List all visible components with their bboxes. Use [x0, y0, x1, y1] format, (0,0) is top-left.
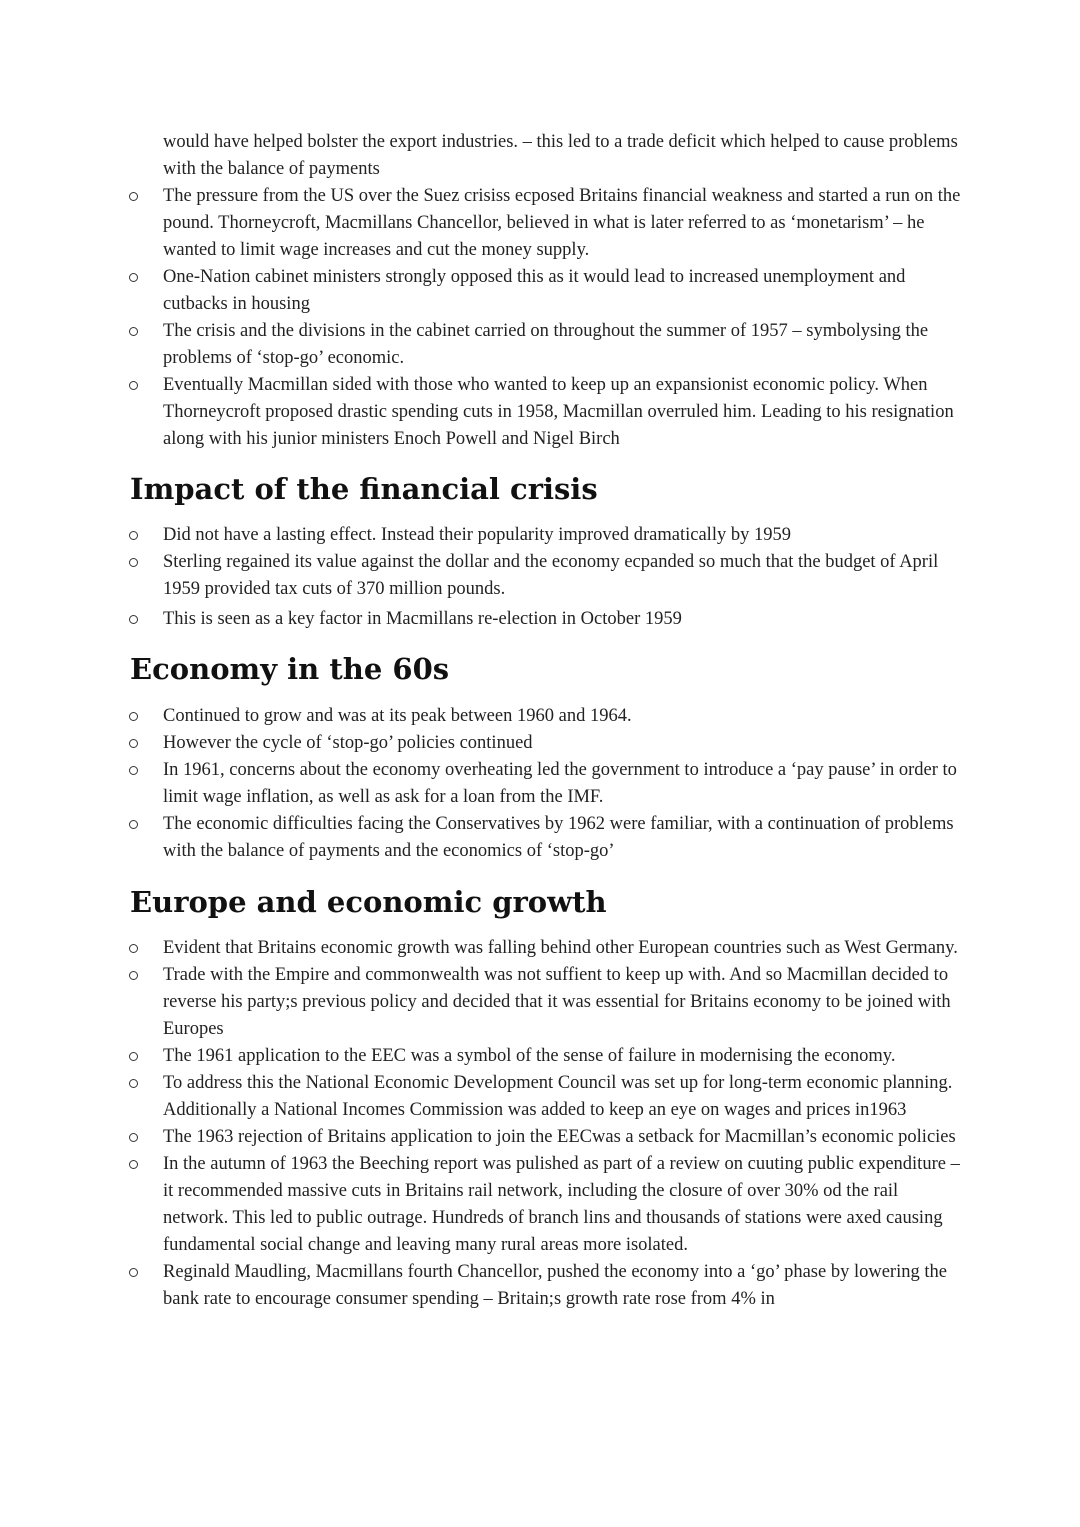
list-item: [163, 730, 963, 757]
list-item-text: The economic difficulties facing the Conservatives by 1962 were familiar, with a continuation of problems with the balance of payments and the economics of ‘stop-go’: [163, 814, 954, 861]
list-item-text: Did not have a lasting effect. Instead their popularity improved dramatically by 1959: [163, 525, 791, 545]
list-item: [163, 757, 963, 811]
list-item-text: The pressure from the US over the Suez crisiss ecposed Britains financial weakness and started a run on the pound. Thorneycroft, Macmillans Chancellor, believed in what is later referred to as ‘monetarism’ – he wanted to limit wage increases and cut the money supply.: [163, 186, 961, 260]
hollow-circle-bullet-icon: [129, 1079, 138, 1088]
list-item-text: Reginald Maudling, Macmillans fourth Chancellor, pushed the economy into a ‘go’ phase by lowering the bank rate to encourage consumer spending – Britain;s growth rate rose from 4% in: [163, 1262, 947, 1309]
list-item-text: However the cycle of ‘stop-go’ policies continued: [163, 733, 533, 753]
list-item: [163, 183, 963, 264]
list-item: [163, 1124, 963, 1151]
list-item: [163, 606, 963, 633]
hollow-circle-bullet-icon: [129, 1133, 138, 1142]
list-item: [163, 935, 963, 962]
section-heading-europe-growth: Europe and economic growth: [130, 885, 607, 919]
hollow-circle-bullet-icon: [129, 327, 138, 336]
list-item: [163, 549, 963, 603]
suez-crisis-bullet-list: [163, 183, 963, 453]
list-item-text: The 1963 rejection of Britains application to join the EECwas a setback for Macmillan’s economic policies: [163, 1127, 956, 1147]
list-item: [163, 962, 963, 1043]
list-item-text: This is seen as a key factor in Macmillans re-election in October 1959: [163, 609, 682, 629]
list-item: [163, 372, 963, 453]
list-item-text: One-Nation cabinet ministers strongly opposed this as it would lead to increased unemployment and cutbacks in housing: [163, 267, 906, 314]
list-item-text: The 1961 application to the EEC was a symbol of the sense of failure in modernising the economy.: [163, 1046, 896, 1066]
list-item-text: In 1961, concerns about the economy overheating led the government to introduce a ‘pay pause’ in order to limit wage inflation, as well as ask for a loan from the IMF.: [163, 760, 957, 807]
hollow-circle-bullet-icon: [129, 739, 138, 748]
hollow-circle-bullet-icon: [129, 1160, 138, 1169]
hollow-circle-bullet-icon: [129, 273, 138, 282]
section-heading-economy-60s: Economy in the 60s: [130, 652, 450, 686]
continued-paragraph: would have helped bolster the export industries. – this led to a trade deficit which helped to cause problems with the balance of payments: [163, 132, 958, 179]
hollow-circle-bullet-icon: [129, 615, 138, 624]
list-item-text: Trade with the Empire and commonwealth was not suffient to keep up with. And so Macmillan decided to reverse his party;s previous policy and decided that it was essential for Britains economy to be joined with Europes: [163, 965, 951, 1039]
list-item-text: Continued to grow and was at its peak between 1960 and 1964.: [163, 706, 632, 726]
list-item: [163, 522, 963, 549]
list-item-text: In the autumn of 1963 the Beeching report was pulished as part of a review on cuuting public expenditure – it recommended massive cuts in Britains rail network, including the closure of over 30% od the rail network. This led to public outrage. Hundreds of branch lins and thousands of stations were axed causing fundamental social change and leaving many rural areas more isolated.: [163, 1154, 960, 1255]
hollow-circle-bullet-icon: [129, 766, 138, 775]
list-item-text: Evident that Britains economic growth was falling behind other European countries such as West Germany.: [163, 938, 958, 958]
hollow-circle-bullet-icon: [129, 1052, 138, 1061]
list-item-text: Sterling regained its value against the dollar and the economy ecpanded so much that the budget of April 1959 provided tax cuts of 370 million pounds.: [163, 552, 939, 599]
list-item: [163, 811, 963, 865]
hollow-circle-bullet-icon: [129, 820, 138, 829]
hollow-circle-bullet-icon: [129, 971, 138, 980]
hollow-circle-bullet-icon: [129, 712, 138, 721]
hollow-circle-bullet-icon: [129, 192, 138, 201]
hollow-circle-bullet-icon: [129, 381, 138, 390]
hollow-circle-bullet-icon: [129, 944, 138, 953]
section-heading-financial-crisis: Impact of the financial crisis: [130, 472, 598, 506]
list-item: [163, 703, 963, 730]
list-item: [163, 318, 963, 372]
list-item: [163, 1259, 963, 1313]
list-item-text: The crisis and the divisions in the cabinet carried on throughout the summer of 1957 – symbolysing the problems of ‘stop-go’ economic.: [163, 321, 929, 368]
list-item: [163, 1151, 963, 1259]
hollow-circle-bullet-icon: [129, 1268, 138, 1277]
hollow-circle-bullet-icon: [129, 558, 138, 567]
list-item: [163, 1070, 963, 1124]
financial-crisis-bullet-list: [163, 522, 963, 633]
list-item-text: To address this the National Economic Development Council was set up for long-term economic planning. Additionally a National Incomes Commission was added to keep an eye on wages and prices in1963: [163, 1073, 953, 1120]
list-item-text: Eventually Macmillan sided with those who wanted to keep up an expansionist economic policy. When Thorneycroft proposed drastic spending cuts in 1958, Macmillan overruled him. Leading to his resignation along with his junior ministers Enoch Powell and Nigel Birch: [163, 375, 954, 449]
list-item: [163, 1043, 963, 1070]
europe-growth-bullet-list: [163, 935, 963, 1313]
hollow-circle-bullet-icon: [129, 531, 138, 540]
economy-60s-bullet-list: [163, 703, 963, 865]
list-item: [163, 264, 963, 318]
